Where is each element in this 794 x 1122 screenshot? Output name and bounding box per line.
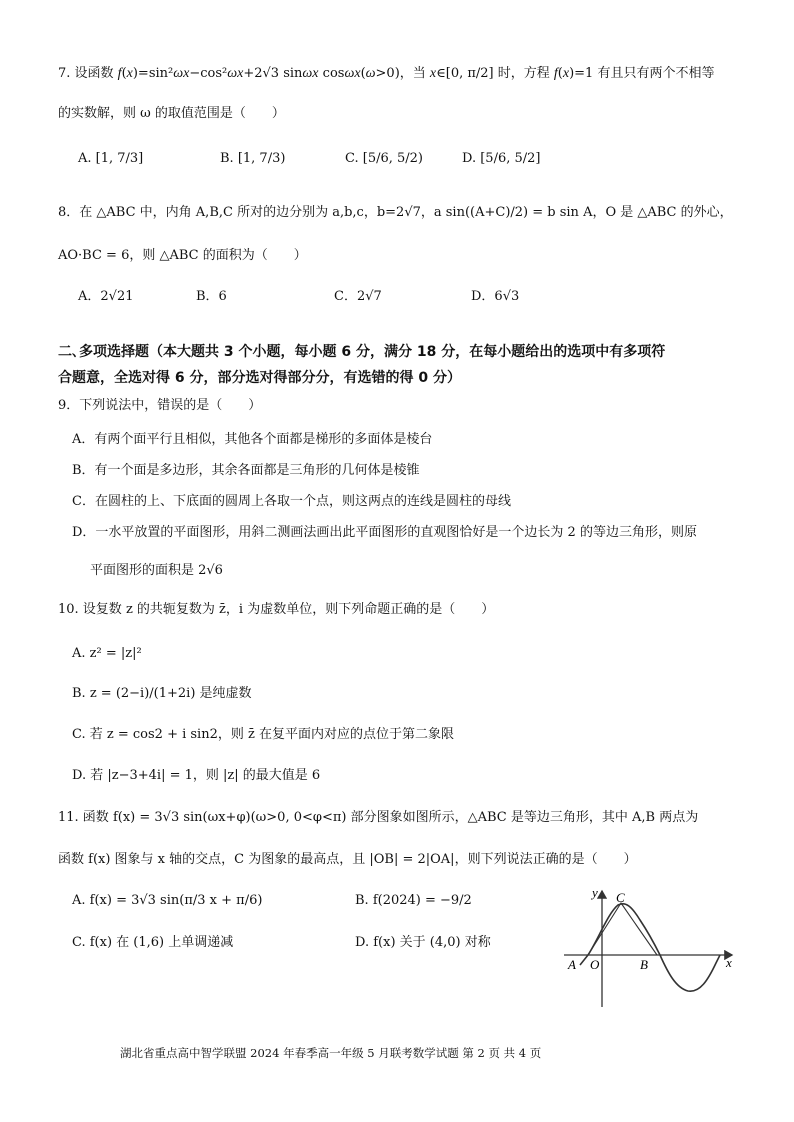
q9-option-a[interactable]: A．有两个面平行且相似，其他各个面都是梯形的多面体是棱台	[72, 432, 433, 447]
q8-stem-line2: AO·BC = 6，则 △ABC 的面积为（ ）	[58, 248, 307, 263]
q9-option-b[interactable]: B．有一个面是多边形，其余各面都是三角形的几何体是棱锥	[72, 463, 420, 478]
q11-stem-line2: 函数 f(x) 图象与 x 轴的交点，C 为图象的最高点，且 |OB| = 2|OA|，则下列说法正确的是（ ）	[58, 852, 637, 867]
q11-stem: 11. 函数 f(x) = 3√3 sin(ωx+φ)(ω>0, 0<φ<π) 部分图象如图所示，△ABC 是等边三角形，其中 A,B 两点为	[58, 810, 699, 825]
q8-option-b[interactable]: B．6	[196, 289, 227, 304]
q7-option-c[interactable]: C. [5/6, 5/2)	[345, 151, 423, 166]
q7-option-d[interactable]: D. [5/6, 5/2]	[462, 151, 541, 166]
q11-option-c[interactable]: C. f(x) 在 (1,6) 上单调递减	[72, 935, 234, 950]
q9-option-d[interactable]: D．一水平放置的平面图形，用斜二测画法画出此平面图形的直观图恰好是一个边长为 2 的等边三角形，则原	[72, 525, 697, 540]
section2-title-line1: 二､多项选择题（本大题共 3 个小题，每小题 6 分，满分 18 分，在每小题给出的选项中有多项符	[58, 344, 666, 360]
q8-stem: 8．在 △ABC 中，内角 A,B,C 所对的边分别为 a,b,c，b=2√7，a sin((A+C)/2) = b sin A，O 是 △ABC 的外心，	[58, 205, 733, 220]
q8-option-c[interactable]: C．2√7	[334, 289, 382, 304]
q9-option-c[interactable]: C．在圆柱的上、下底面的圆周上各取一个点，则这两点的连线是圆柱的母线	[72, 494, 511, 509]
q8-option-d[interactable]: D．6√3	[471, 289, 520, 304]
q7-option-b[interactable]: B. [1, 7/3)	[220, 151, 286, 166]
label-y: y	[592, 885, 598, 900]
q7-stem: 7. 设函数 f(x)=sin²ωx−cos²ωx+2√3 sinωx cosωx(ω>0)，当 x∈[0, π/2] 时，方程 f(x)=1 有且只有两个不相等	[58, 66, 715, 81]
q9-option-d-line2: 平面图形的面积是 2√6	[90, 563, 223, 578]
q8-option-a[interactable]: A．2√21	[78, 289, 134, 304]
label-c: C	[616, 890, 625, 905]
label-b: B	[640, 957, 648, 972]
label-a: A	[568, 957, 576, 972]
section2-title-line2: 合题意，全选对得 6 分，部分选对得部分分，有选错的得 0 分）	[58, 370, 461, 386]
q10-option-b[interactable]: B. z = (2−i)/(1+2i) 是纯虚数	[72, 686, 252, 701]
q10-stem: 10. 设复数 z 的共轭复数为 z̄，i 为虚数单位，则下列命题正确的是（ ）	[58, 602, 495, 617]
q11-function-graph	[558, 885, 738, 1010]
q11-option-b[interactable]: B. f(2024) = −9/2	[355, 893, 472, 908]
label-o: O	[590, 957, 600, 972]
q9-stem: 9．下列说法中，错误的是（ ）	[58, 398, 262, 413]
q7-stem-line2: 的实数解，则 ω 的取值范围是（ ）	[58, 106, 285, 121]
q7-option-a[interactable]: A. [1, 7/3]	[78, 151, 144, 166]
sine-curve	[580, 904, 720, 991]
q10-option-d[interactable]: D. 若 |z−3+4i| = 1，则 |z| 的最大值是 6	[72, 768, 321, 783]
q10-option-c[interactable]: C. 若 z = cos2 + i sin2，则 z̄ 在复平面内对应的点位于第二象限	[72, 727, 454, 742]
q10-option-a[interactable]: A. z² = |z|²	[72, 646, 142, 661]
label-x: x	[726, 955, 732, 970]
q11-option-d[interactable]: D. f(x) 关于 (4,0) 对称	[355, 935, 491, 950]
q11-option-a[interactable]: A. f(x) = 3√3 sin(π/3 x + π/6)	[72, 893, 263, 908]
page-footer: 湖北省重点高中智学联盟 2024 年春季高一年级 5 月联考数学试题 第 2 页 共 4 页	[120, 1046, 542, 1060]
